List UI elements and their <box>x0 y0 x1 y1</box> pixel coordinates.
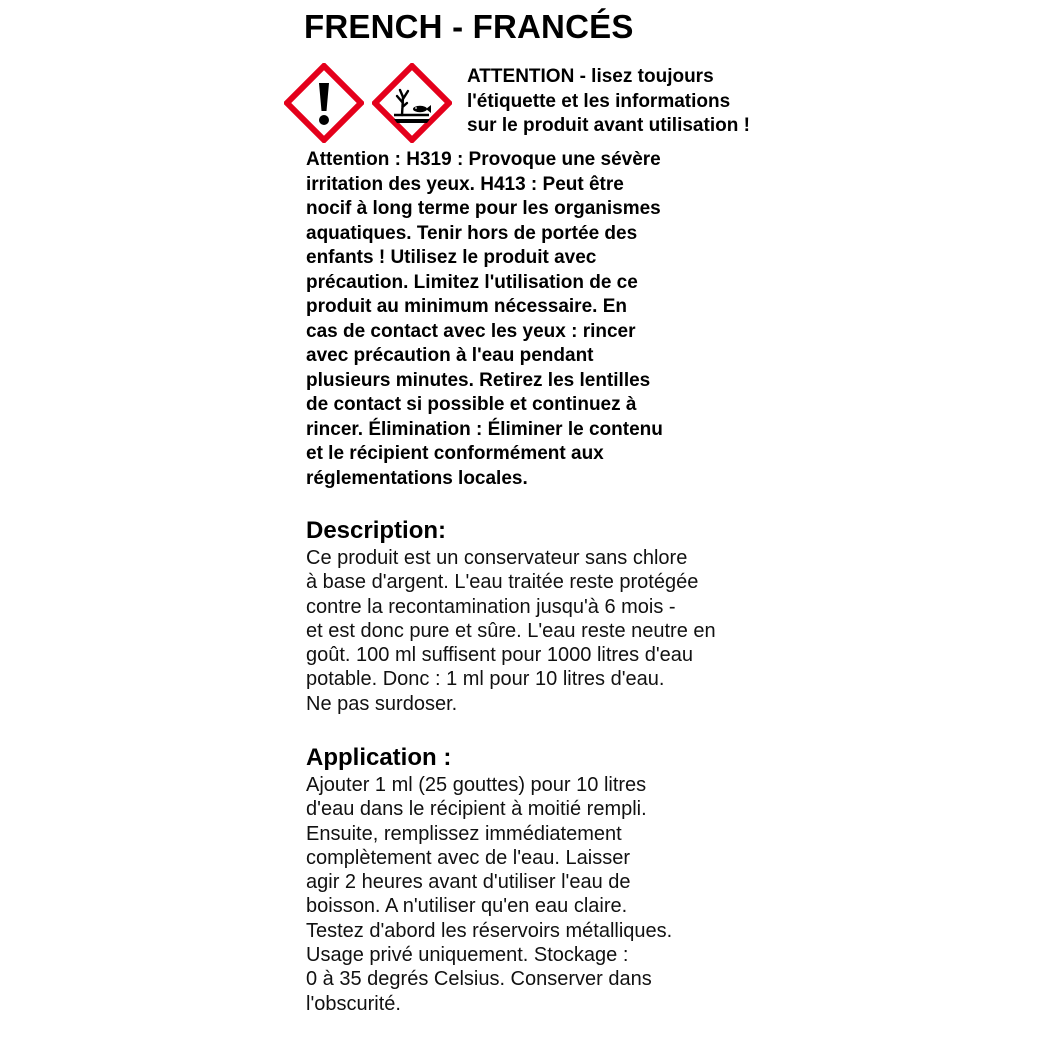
application-line: Ensuite, remplissez immédiatement <box>306 822 622 845</box>
description-line: goût. 100 ml suffisent pour 1000 litres d'eau <box>306 644 694 667</box>
hazard-line: Attention : H319 : Provoque une sévère <box>306 149 661 170</box>
hazard-line: plusieurs minutes. Retirez les lentilles <box>306 369 651 391</box>
description-line: et est donc pure et sûre. L'eau reste neutre en <box>306 619 716 642</box>
description-line: à base d'argent. L'eau traitée reste protégée <box>306 571 699 594</box>
application-text <box>306 773 672 1016</box>
application-line: complètement avec de l'eau. Laisser <box>306 846 630 869</box>
application-line: Ajouter 1 ml (25 gouttes) pour 10 litres <box>306 774 647 796</box>
hazard-line: cas de contact avec les yeux : rincer <box>306 320 636 342</box>
application-line: l'obscurité. <box>306 992 401 1015</box>
description-heading: Description: <box>306 517 447 544</box>
environment-hazard-icon <box>372 63 452 143</box>
attention-line: l'étiquette et les informations <box>467 90 731 112</box>
hazard-line: et le récipient conformément aux <box>306 443 604 464</box>
application-line: d'eau dans le récipient à moitié rempli. <box>306 798 647 821</box>
description-line: potable. Donc : 1 ml pour 10 litres d'eau. <box>306 668 665 691</box>
application-line: 0 à 35 degrés Celsius. Conserver dans <box>306 968 652 991</box>
hazard-line: précaution. Limitez l'utilisation de ce <box>306 271 638 293</box>
hazard-line: réglementations locales. <box>306 467 528 489</box>
application-line: boisson. A n'utiliser qu'en eau claire. <box>306 895 628 918</box>
application-line: Usage privé uniquement. Stockage : <box>306 944 629 967</box>
attention-line: sur le produit avant utilisation ! <box>467 115 750 136</box>
hazard-statements <box>306 148 663 491</box>
hazard-line: produit au minimum nécessaire. En <box>306 296 627 317</box>
description-line: contre la recontamination jusqu'à 6 mois - <box>306 595 676 618</box>
hazard-line: de contact si possible et continuez à <box>306 394 637 415</box>
hazard-line: nocif à long terme pour les organismes <box>306 198 661 219</box>
description-text <box>306 546 716 716</box>
description-line: Ce produit est un conservateur sans chlore <box>306 547 688 569</box>
hazard-line: enfants ! Utilisez le produit avec <box>306 247 597 268</box>
description-line: Ne pas surdoser. <box>306 692 458 715</box>
application-line: Testez d'abord les réservoirs métalliques. <box>306 919 673 942</box>
hazard-line: avec précaution à l'eau pendant <box>306 345 594 366</box>
application-heading: Application : <box>306 744 452 771</box>
exclamation-mark-icon <box>284 63 364 143</box>
hazard-line: aquatiques. Tenir hors de portée des <box>306 222 638 244</box>
ghs-pictograms <box>284 63 454 143</box>
page-title: FRENCH - FRANCÉS <box>304 8 634 45</box>
application-line: agir 2 heures avant d'utiliser l'eau de <box>306 871 631 894</box>
hazard-line: irritation des yeux. H413 : Peut être <box>306 173 624 195</box>
hazard-line: rincer. Élimination : Éliminer le contenu <box>306 418 663 440</box>
attention-warning <box>467 65 750 139</box>
attention-line: ATTENTION - lisez toujours <box>467 66 714 87</box>
